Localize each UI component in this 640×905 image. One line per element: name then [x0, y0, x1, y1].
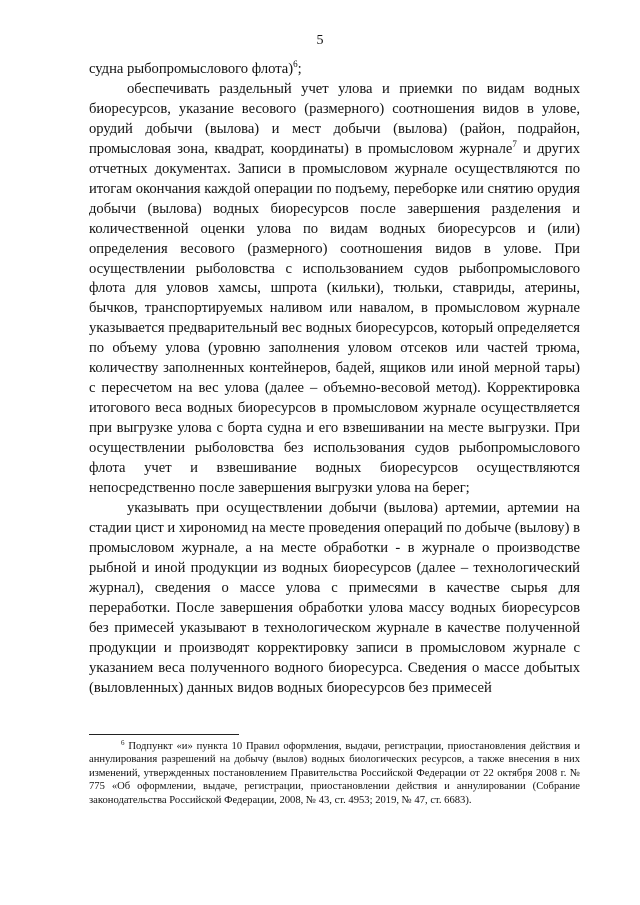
footnote-mark: 6 — [121, 739, 125, 747]
paragraph-vessel-end — [89, 60, 580, 80]
paragraph-punctuation: ; — [297, 61, 302, 77]
paragraph-text: указывать при осуществлении добычи (вылова) артемии, артемии на стадии цист и хирономид на месте проведения операций по добыче (вылову) в промысловом журнале, а на месте обработки - в журнале о производстве рыбной и иной продукции из водных биоресурсов (далее – технологический журнал), сведения о массе улова с примесями в качестве сырья для переработки. После завершения обработки улова массу водных биоресурсов без примесей указывают в технологическом журнале в качестве полученной продукции и производят корректировку записи в промысловом журнале с указанием веса полученного водного биоресурса. Сведения о массе добытых (выловленных) данных видов водных биоресурсов без примесей — [89, 499, 580, 696]
page-number: 5 — [316, 33, 324, 48]
footnote-reference[interactable]: 7 — [512, 138, 517, 149]
body-text — [89, 60, 580, 699]
paragraph-text: судна рыбопромыслового флота) — [89, 61, 294, 77]
footnote-reference[interactable]: 6 — [293, 59, 298, 69]
paragraph-text-continued: и других отчетных документах. Записи в промысловом журнале осуществляются по итогам окончания каждой операции по подъему, переборке или снятию орудия добычи (вылова) водных биоресурсов после завершения разделения и количественной оценки улова по видам водных биоресурсов и (или) определения весового (размерного) соотношения видов в улове. При осуществлении рыболовства с использованием судов рыбопромыслового флота для уловов хамсы, шпрота (кильки), тюльки, ставриды, атерины, бычков, транспортируемых наливом или навалом, в промысловом журнале указывается предварительный вес водных биоресурсов, который определяется по объему улова (уровню заполнения уловом отсеков или частей трюма, количеству заполненных контейнеров, бадей, ящиков или иной мерной тары) с пересчетом на вес улова (далее – объемно-весовой метод). Корректировка итогового веса водных биоресурсов в промысловом журнале осуществляется при выгрузке улова с борта судна и его взвешивании на месте выгрузки. При осуществлении рыболовства без использования судов рыбопромыслового флота учет и взвешивание водных биоресурсов осуществляются непосредственно после завершения выгрузки улова на берег; — [89, 140, 580, 497]
footnote — [89, 740, 580, 807]
paragraph-text: обеспечивать раздельный учет улова и приемки по видам водных биоресурсов, указание весового (размерного) соотношения видов в улове, орудий добычи (вылова) и мест добычи (вылова) (район, подрайон, промысловая зона, квадрат, координаты) в промысловом журнале — [89, 80, 580, 157]
paragraph-separate-accounting — [89, 80, 580, 499]
footnote-separator — [89, 734, 239, 735]
footnote-text: Подпункт «и» пункта 10 Правил оформления, выдачи, регистрации, приостановления действия и аннулирования разрешений на добычу (вылов) водных биологических ресурсов, а также внесения в них изменений, утвержденных постановлением Правительства Российской Федерации от 22 октября 2008 г. № 775 «Об оформлении, выдаче, регистрации, приостановлении действия и аннулировании (Собрание законодательства Российской Федерации, 2008, № 43, ст. 4953; 2019, № 47, ст. 6683). — [89, 741, 580, 806]
paragraph-artemia — [89, 499, 580, 699]
